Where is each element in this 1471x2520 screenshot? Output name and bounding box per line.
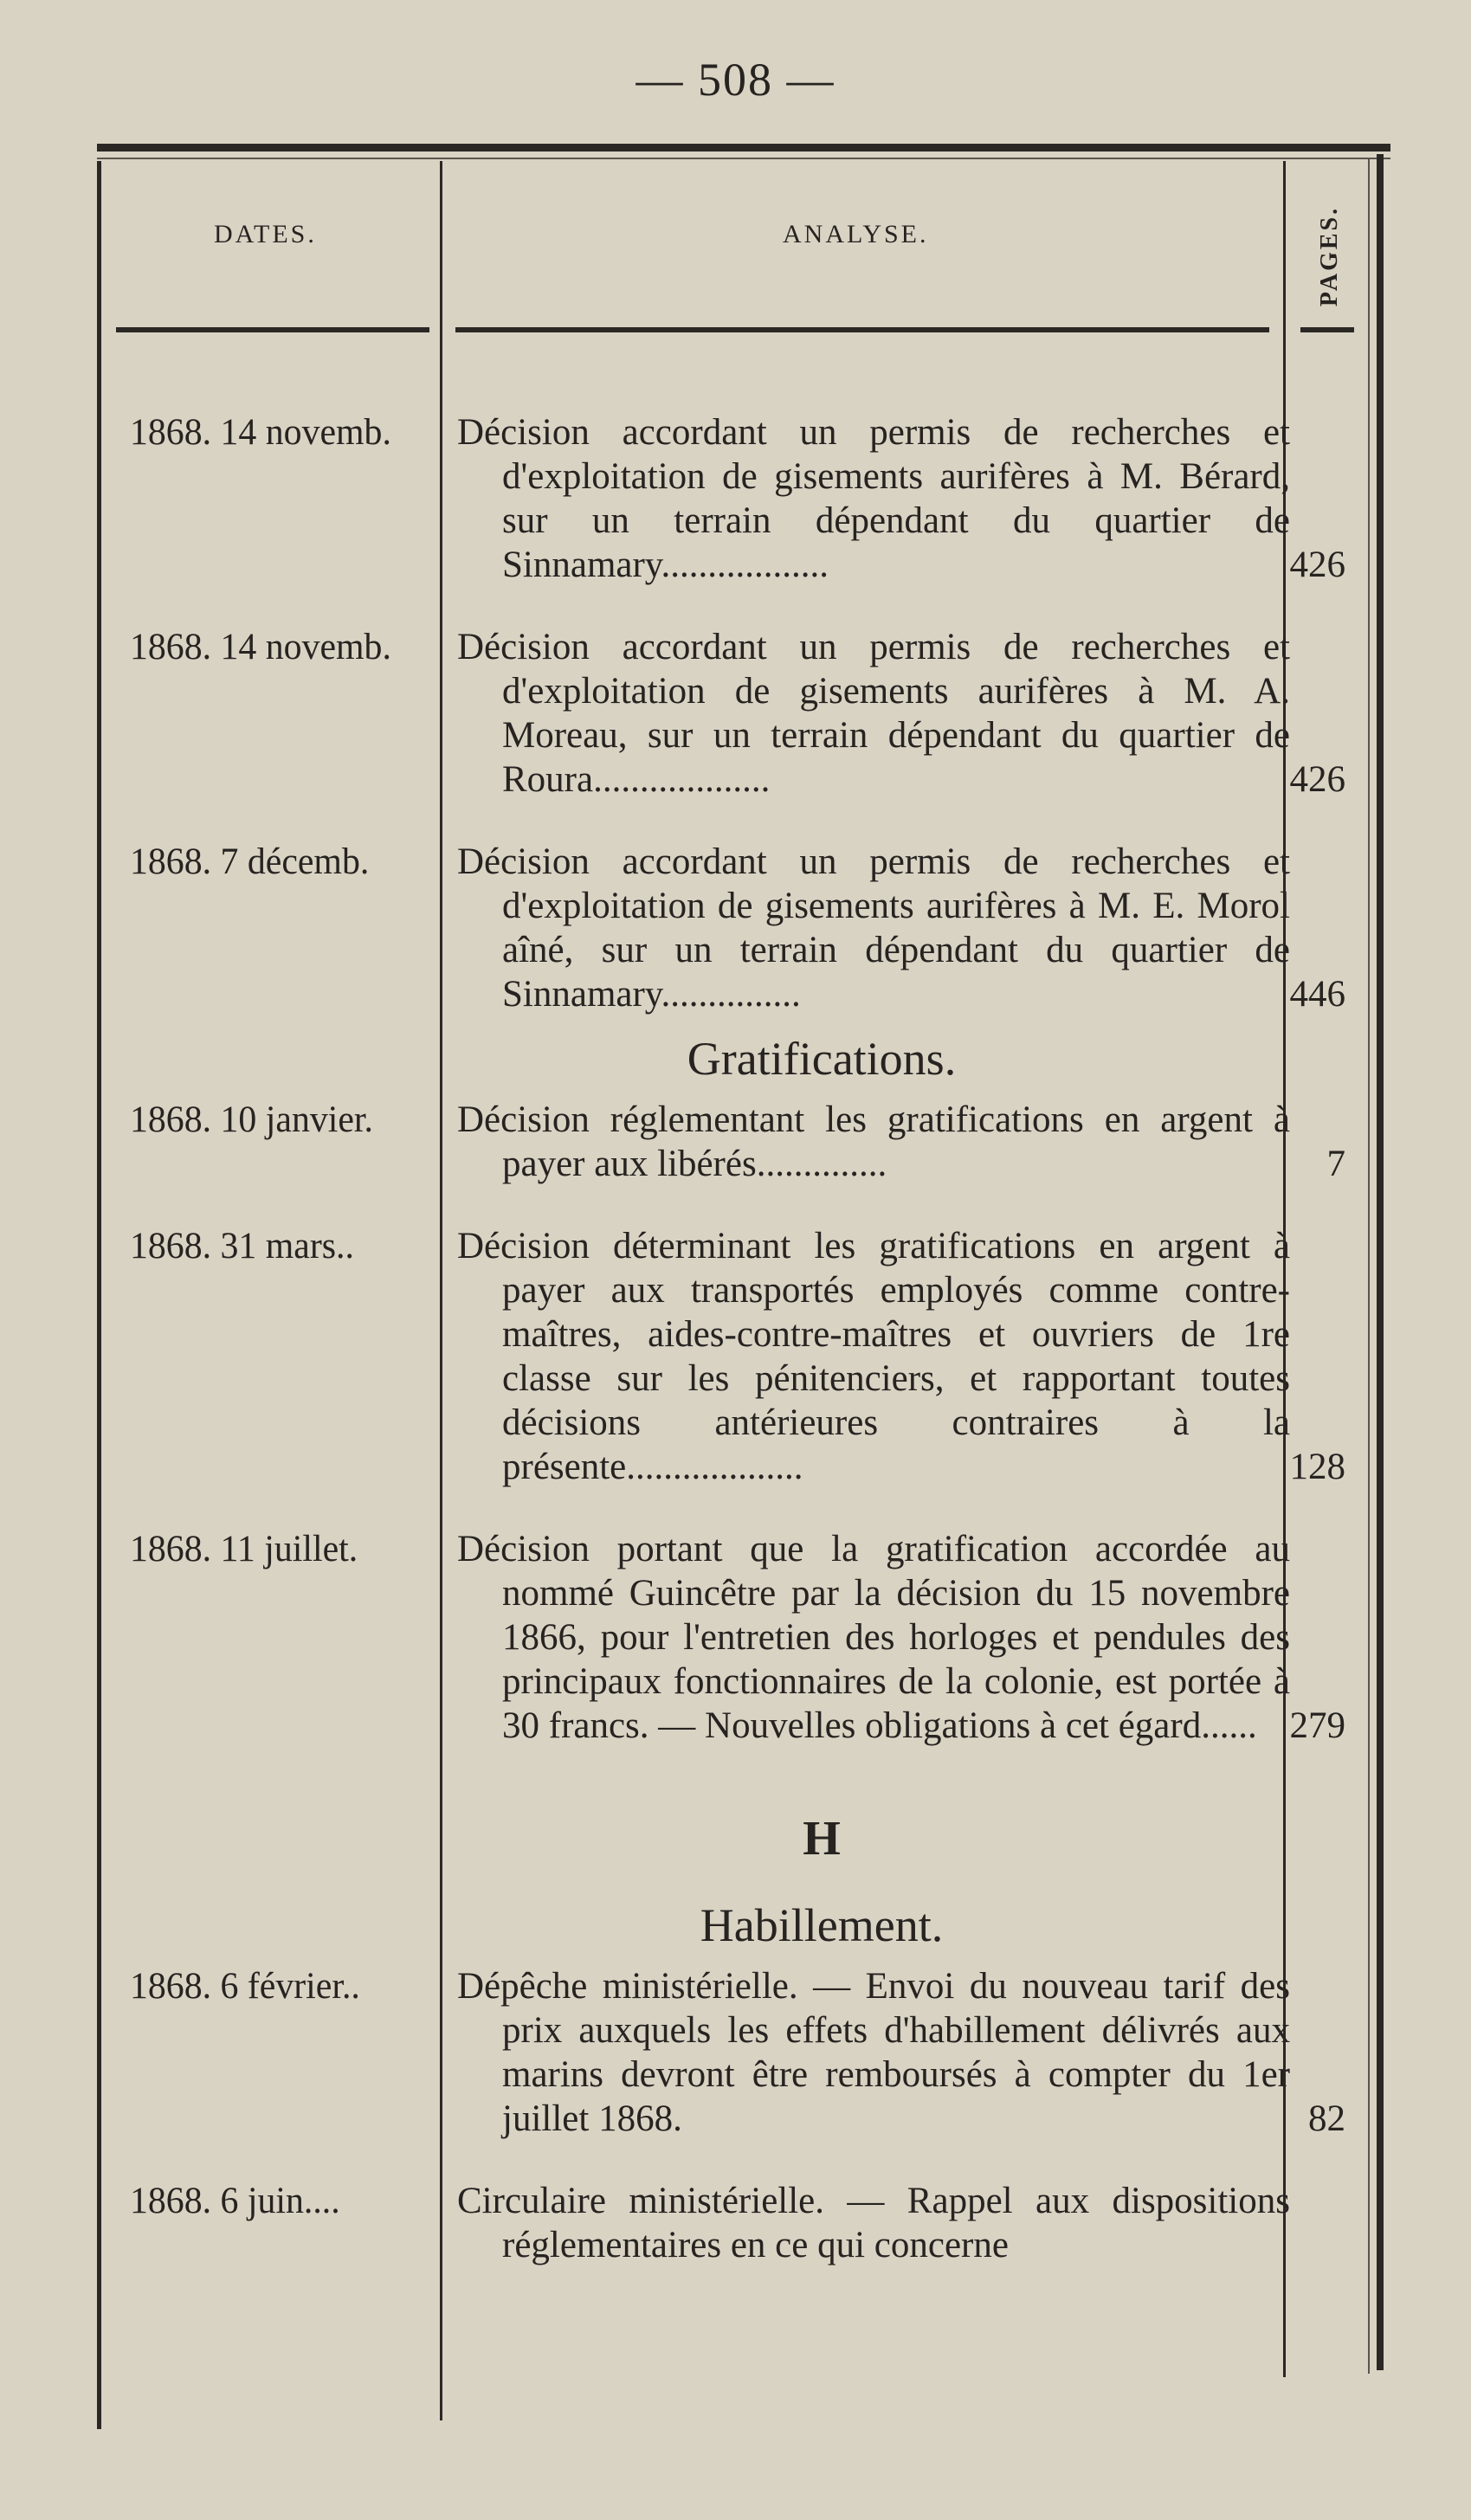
index-entry <box>97 625 1390 802</box>
top-rule <box>97 144 1390 151</box>
entry-page-ref: 426 <box>1289 545 1345 585</box>
page-number: — 508 — <box>635 54 836 106</box>
header-rule-pages <box>1300 327 1354 332</box>
header-pages: PAGES. <box>1316 205 1343 307</box>
header-dates: DATES. <box>214 220 317 248</box>
section-heading <box>97 1895 1390 1956</box>
entry-analysis: Circulaire ministérielle. — Rappel aux dispositions réglementaires en ce qui concerne <box>457 2181 1290 2265</box>
index-entry <box>97 2179 1390 2267</box>
entry-analysis: Décision portant que la gratification accordée au nommé Guincêtre par la décision du 15 novembre 1866, pour l'entretien des horloges et pendules des principaux fonctionnaires de la colonie, est portée à 30 francs. — Nouvelles obligations à cet égard...... <box>457 1529 1290 1746</box>
section-letter <box>97 1808 1390 1869</box>
index-entry <box>97 1964 1390 2141</box>
entry-analysis: Dépêche ministérielle. — Envoi du nouveau tarif des prix auxquels les effets d'habillement délivrés aux marins devront être remboursés à compter du 1er juillet 1868. <box>457 1966 1290 2139</box>
entry-date: 1868. 11 juillet. <box>130 1529 358 1569</box>
entry-date: 1868. 14 novemb. <box>130 412 391 453</box>
index-table <box>97 144 1390 2420</box>
entry-date: 1868. 6 février.. <box>130 1966 360 2007</box>
section-heading-text: Habillement. <box>700 1899 944 1951</box>
header-rule-dates <box>116 327 429 332</box>
entry-date: 1868. 7 décemb. <box>130 841 370 882</box>
index-entry <box>97 1224 1390 1489</box>
entry-date: 1868. 14 novemb. <box>130 627 391 667</box>
section-heading-text: Gratifications. <box>687 1033 957 1085</box>
entry-analysis: Décision accordant un permis de recherches et d'exploitation de gisements aurifères à M. Bérard, sur un terrain dépendant du quartier de Sinnamary.................. <box>457 412 1290 585</box>
entry-analysis: Décision réglementant les gratifications en argent à payer aux libérés.............. <box>457 1099 1290 1184</box>
index-entry <box>97 1527 1390 1748</box>
index-entry <box>97 410 1390 587</box>
index-entry <box>97 840 1390 1016</box>
section-letter-text: H <box>803 1812 841 1866</box>
entry-page-ref: 7 <box>1326 1144 1345 1184</box>
entry-date: 1868. 31 mars.. <box>130 1226 354 1266</box>
index-entry <box>97 1098 1390 1186</box>
header-analyse: ANALYSE. <box>783 220 929 248</box>
entry-analysis: Décision déterminant les gratifications en argent à payer aux transportés employés comme contre-maîtres, aides-contre-maîtres et ouvriers de 1re classe sur les pénitenciers, et rapportant toutes décisions antérieures contraires à la présente................... <box>457 1226 1290 1487</box>
section-heading <box>97 1028 1390 1089</box>
entry-page-ref: 128 <box>1289 1447 1345 1487</box>
header-rule-analyse <box>455 327 1269 332</box>
entry-page-ref: 279 <box>1289 1705 1345 1746</box>
top-rule-thin <box>97 158 1390 159</box>
entry-date: 1868. 10 janvier. <box>130 1099 373 1140</box>
entry-date: 1868. 6 juin.... <box>130 2181 340 2221</box>
entries-list <box>97 376 1390 2267</box>
entry-analysis: Décision accordant un permis de recherches et d'exploitation de gisements aurifères à M. A. Moreau, sur un terrain dépendant du quartier de Roura................... <box>457 627 1290 800</box>
entry-page-ref: 82 <box>1308 2098 1345 2139</box>
entry-page-ref: 446 <box>1289 974 1345 1015</box>
entry-page-ref: 426 <box>1289 759 1345 800</box>
entry-analysis: Décision accordant un permis de recherches et d'exploitation de gisements aurifères à M. E. Morol aîné, sur un terrain dépendant du quartier de Sinnamary............... <box>457 841 1290 1015</box>
